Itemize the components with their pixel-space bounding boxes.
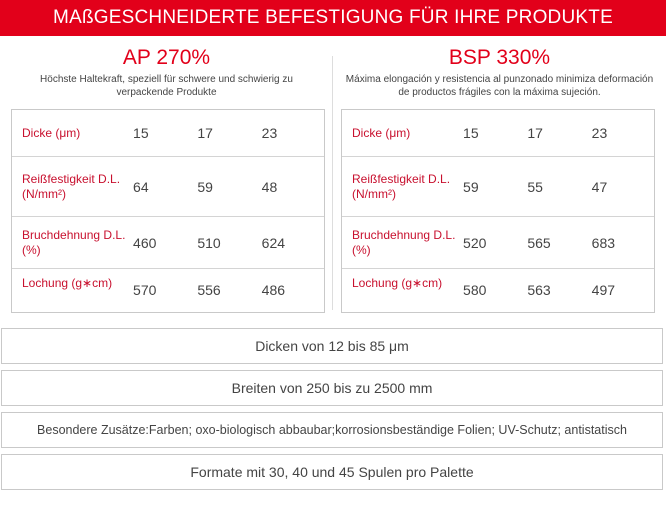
spec-value: 580 (463, 282, 487, 298)
spec-value: 460 (133, 234, 157, 251)
spec-value: 497 (591, 282, 616, 298)
spec-value: 23 (261, 125, 278, 141)
table-row (342, 268, 654, 312)
spec-table (341, 109, 655, 313)
spec-label: Bruchdehnung D.L. (%) (352, 227, 456, 257)
banner-title: MAßGESCHNEIDERTE BEFESTIGUNG FÜR IHRE PRODUKTE (53, 7, 613, 28)
spec-label: Lochung (g∗cm) (22, 276, 113, 290)
product-title: AP 270% (122, 46, 211, 69)
spec-table (11, 109, 325, 313)
table-row (342, 156, 654, 216)
spec-label: Lochung (g∗cm) (352, 276, 443, 290)
spec-label: Bruchdehnung D.L. (%) (22, 227, 126, 257)
spec-value: 59 (463, 178, 479, 195)
spec-value: 563 (527, 282, 551, 298)
spec-label: Reißfestigkeit D.L. (N/mm²) (22, 171, 121, 201)
spec-value: 570 (133, 282, 157, 298)
spec-value: 17 (197, 125, 213, 141)
table-row (12, 156, 324, 216)
table-row (12, 216, 324, 268)
info-thickness: Dicken von 12 bis 85 μm (1, 328, 663, 364)
table-row (12, 268, 324, 312)
page-banner (0, 0, 666, 36)
product-card-ap (0, 36, 333, 298)
spec-value: 48 (261, 178, 278, 195)
spec-value: 17 (527, 125, 543, 141)
spec-value: 565 (527, 234, 551, 251)
product-description: Máxima elongación y resistencia al punzonado minimiza deformación de productos frágiles con la máxima sujeción. (345, 74, 654, 98)
spec-value: 683 (591, 234, 616, 251)
product-card-bsp (333, 36, 666, 298)
spec-value: 55 (527, 178, 543, 195)
spec-value: 520 (463, 234, 487, 251)
info-widths: Breiten von 250 bis zu 2500 mm (1, 370, 663, 406)
spec-value: 486 (261, 282, 286, 298)
spec-value: 47 (591, 178, 608, 195)
table-row (342, 110, 654, 156)
info-formats: Formate mit 30, 40 und 45 Spulen pro Palette (1, 454, 663, 490)
spec-value: 510 (197, 234, 221, 251)
table-row (342, 216, 654, 268)
product-title: BSP 330% (448, 46, 551, 69)
spec-value: 624 (261, 234, 286, 251)
spec-value: 59 (197, 178, 213, 195)
spec-label: Reißfestigkeit D.L. (N/mm²) (352, 171, 451, 201)
spec-value: 15 (463, 125, 479, 141)
spec-value: 64 (133, 178, 149, 195)
spec-value: 15 (133, 125, 149, 141)
spec-label: Dicke (μm) (22, 125, 81, 140)
info-additives: Besondere Zusätze:Farben; oxo-biologisch abbaubar;korrosionsbeständige Folien; UV-Schutz; antistatisch (1, 412, 663, 448)
product-description: Höchste Haltekraft, speziell für schwere und schwierig zu verpackende Produkte (40, 74, 293, 98)
spec-value: 556 (197, 282, 221, 298)
spec-label: Dicke (μm) (352, 125, 411, 140)
table-row (12, 110, 324, 156)
spec-value: 23 (591, 125, 608, 141)
